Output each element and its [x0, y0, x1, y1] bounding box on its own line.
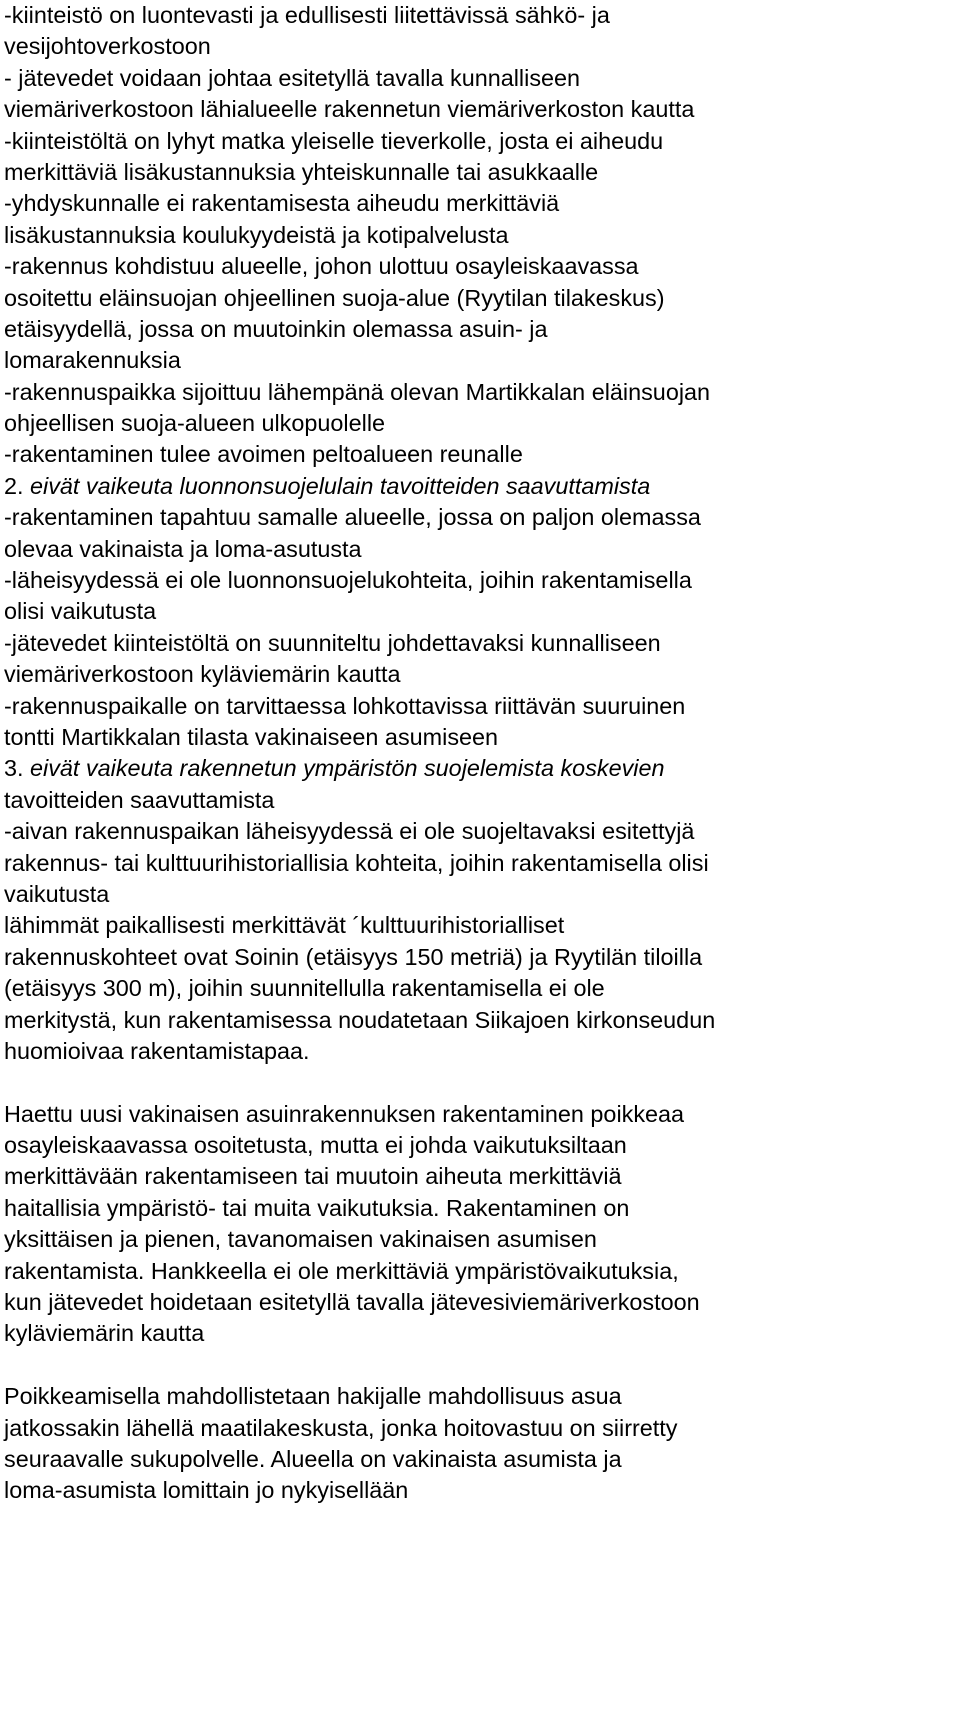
text-line: merkitystä, kun rakentamisessa noudatetaan Siikajoen kirkonseudun	[4, 1006, 716, 1033]
text-line: rakentamista. Hankkeella ei ole merkittäviä ympäristövaikutuksia,	[4, 1257, 679, 1284]
text-line: merkittäviä lisäkustannuksia yhteiskunnalle tai asukkaalle	[4, 158, 599, 185]
section2-number: 2.	[4, 472, 24, 499]
text-line: merkittävään rakentamiseen tai muutoin aiheuta merkittäviä	[4, 1163, 622, 1190]
text-line: lisäkustannuksia koulukyydeistä ja kotipalvelusta	[4, 221, 509, 248]
text-line: lähimmät paikallisesti merkittävät ´kulttuurihistorialliset	[4, 912, 565, 939]
paragraph-conclusion	[4, 1381, 960, 1507]
text-line: olevaa vakinaista ja loma-asutusta	[4, 535, 362, 562]
text-line: viemäriverkostoon kyläviemärin kautta	[4, 661, 401, 688]
text-line: kun jätevedet hoidetaan esitetyllä tavalla jätevesiviemäriverkostoon	[4, 1289, 700, 1316]
section3-title-line1: eivät vaikeuta rakennetun ympäristön suojelemista koskevien	[30, 755, 665, 782]
text-line: -rakennuspaikalle on tarvittaessa lohkottavissa riittävän suuruinen	[4, 692, 686, 719]
text-line: etäisyydellä, jossa on muutoinkin olemassa asuin- ja	[4, 315, 548, 342]
text-line: rakennuskohteet ovat Soinin (etäisyys 150 metriä) ja Ryytilän tiloilla	[4, 943, 703, 970]
text-line: -jätevedet kiinteistöltä on suunniteltu johdettavaksi kunnalliseen	[4, 629, 661, 656]
text-line: haitallisia ympäristö- tai muita vaikutuksia. Rakentaminen on	[4, 1194, 630, 1221]
section3-heading	[4, 753, 960, 784]
paragraph-gap	[4, 1350, 960, 1381]
text-line: -rakennus kohdistuu alueelle, johon ulottuu osayleiskaavassa	[4, 253, 639, 280]
text-line: Poikkeamisella mahdollistetaan hakijalle mahdollisuus asua	[4, 1383, 622, 1410]
paragraph-summary	[4, 1099, 960, 1350]
section2-heading	[4, 471, 960, 502]
text-line: seuraavalle sukupolvelle. Alueella on vakinaista asumista ja	[4, 1445, 622, 1472]
text-line: -rakennuspaikka sijoittuu lähempänä olevan Martikkalan eläinsuojan	[4, 378, 711, 405]
text-line: vaikutusta	[4, 880, 110, 907]
text-line: vesijohtoverkostoon	[4, 33, 211, 60]
section2-list	[4, 502, 960, 753]
text-line: - jätevedet voidaan johtaa esitetyllä tavalla kunnalliseen	[4, 64, 581, 91]
text-line: -rakentaminen tapahtuu samalle alueelle, jossa on paljon olemassa	[4, 504, 701, 531]
text-line: ohjeellisen suoja-alueen ulkopuolelle	[4, 410, 386, 437]
text-line: osoitettu eläinsuojan ohjeellinen suoja-alue (Ryytilan tilakeskus)	[4, 284, 665, 311]
text-line: tontti Martikkalan tilasta vakinaiseen asumiseen	[4, 723, 499, 750]
paragraph-gap	[4, 1067, 960, 1098]
section2-title: eivät vaikeuta luonnonsuojelulain tavoitteiden saavuttamista	[30, 472, 651, 499]
text-line: olisi vaikutusta	[4, 598, 157, 625]
text-line: kyläviemärin kautta	[4, 1320, 205, 1347]
text-line: -aivan rakennuspaikan läheisyydessä ei ole suojeltavaksi esitettyjä	[4, 818, 695, 845]
text-line: -yhdyskunnalle ei rakentamisesta aiheudu merkittäviä	[4, 190, 560, 217]
text-line: -läheisyydessä ei ole luonnonsuojelukohteita, joihin rakentamisella	[4, 567, 692, 594]
text-line: (etäisyys 300 m), joihin suunnitellulla rakentamisella ei ole	[4, 975, 605, 1002]
text-line: -kiinteistöltä on lyhyt matka yleiselle tieverkolle, josta ei aiheudu	[4, 127, 664, 154]
text-line: Haettu uusi vakinaisen asuinrakennuksen rakentaminen poikkeaa	[4, 1100, 685, 1127]
text-line: lomarakennuksia	[4, 347, 181, 374]
text-line: jatkossakin lähellä maatilakeskusta, jonka hoitovastuu on siirretty	[4, 1414, 678, 1441]
text-line: yksittäisen ja pienen, tavanomaisen vakinaisen asumisen	[4, 1226, 597, 1253]
section3-number: 3.	[4, 755, 24, 782]
text-line: osayleiskaavassa osoitetusta, mutta ei johda vaikutuksiltaan	[4, 1132, 627, 1159]
text-line: loma-asumista lomittain jo nykyisellään	[4, 1477, 409, 1504]
section3-list	[4, 816, 960, 1067]
text-line: rakennus- tai kulttuurihistoriallisia kohteita, joihin rakentamisella olisi	[4, 849, 709, 876]
section3-title-line2: tavoitteiden saavuttamista	[4, 786, 275, 813]
text-line: -rakentaminen tulee avoimen peltoalueen reunalle	[4, 441, 523, 468]
text-line: viemäriverkostoon lähialueelle rakennetun viemäriverkoston kautta	[4, 96, 695, 123]
section1-list	[4, 0, 960, 471]
text-line: -kiinteistö on luontevasti ja edullisesti liitettävissä sähkö- ja	[4, 2, 610, 28]
text-line: huomioivaa rakentamistapaa.	[4, 1037, 310, 1064]
